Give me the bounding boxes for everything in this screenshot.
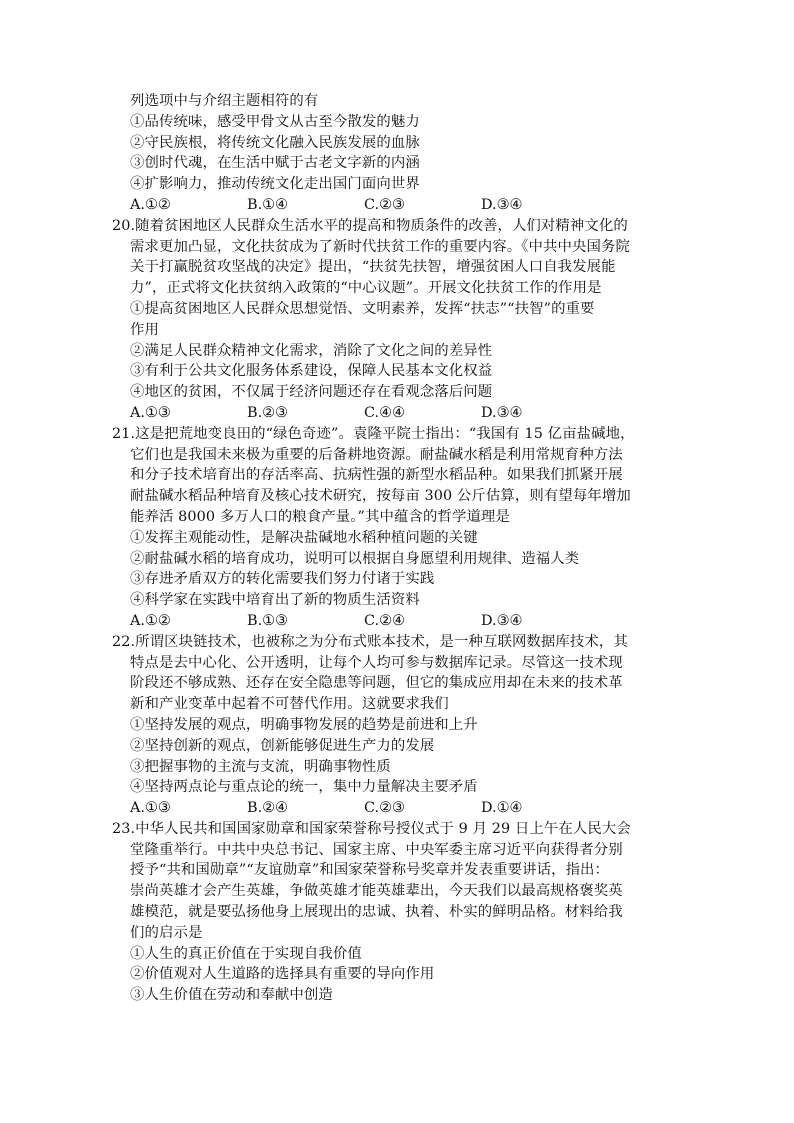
stem-line: 23.中华人民共和国国家勋章和国家荣誉称号授仪式于 9 月 29 日上午在人民大会	[112, 820, 631, 837]
choice-c: C.②④	[364, 612, 405, 629]
choice-c: C.④④	[364, 404, 405, 421]
statement-option: ④科学家在实践中培育出了新的物质生活资料	[130, 592, 420, 609]
choice-a: A.①②	[130, 612, 171, 629]
question-22	[112, 632, 682, 819]
statement-option: ②满足人民群众精神文化需求，消除了文化之间的差异性	[130, 342, 493, 359]
statement-option: 作用	[130, 321, 159, 338]
stem-line: 新和产业变革中起着不可替代作用。这就要求我们	[130, 696, 449, 713]
answer-choices	[112, 403, 682, 424]
stem-line: 能养活 8000 多万人口的粮食产量。”其中蕴含的哲学道理是	[130, 508, 510, 525]
stem-line: 列选项中与介绍主题相符的有	[130, 93, 319, 109]
choice-c: C.②③	[364, 196, 405, 213]
stem-line: 和分子技术培育出的存活率高、抗病性强的新型水稻品种。如果我们抓紧开展	[130, 467, 623, 484]
stem-line: 们的启示是	[130, 924, 203, 941]
answer-choices	[112, 611, 682, 632]
question-19-continuation	[112, 91, 682, 216]
stem-line: 雄模范，就是要弘扬他身上展现出的忠诚、执着、朴实的鲜明品格。材料给我	[130, 904, 623, 921]
question-21	[112, 424, 682, 632]
stem-line: 授予“共和国勋章”“友谊勋章”和国家荣誉称号奖章并发表重要讲话，指出：	[130, 862, 610, 879]
stem-line: 21.这是把荒地变良田的“绿色奇迹”。袁隆平院士指出：“我国有 15 亿亩盐碱地，	[112, 425, 635, 442]
question-stem	[112, 632, 682, 715]
stem-line: 它们也是我国未来极为重要的后备耕地资源。耐盐碱水稻是利用常规育种方法	[130, 446, 623, 463]
statement-option: ④地区的贫困，不仅属于经济问题还存在看观念落后问题	[130, 384, 493, 401]
choice-a: A.①③	[130, 404, 171, 421]
statement-option: ①提高贫困地区人民群众思想觉悟、文明素养，发挥“扶志”“扶智”的重要	[130, 300, 595, 317]
choice-d: D.③④	[481, 196, 523, 213]
stem-line: 崇尚英雄才会产生英雄，争做英雄才能英雄辈出，今天我们以最高规格褒奖英	[130, 883, 623, 900]
question-stem	[112, 91, 682, 112]
question-stem	[112, 819, 682, 944]
stem-line: 20.随着贫困地区人民群众生活水平的提高和物质条件的改善，人们对精神文化的	[112, 217, 628, 234]
question-23	[112, 819, 682, 1006]
question-stem	[112, 424, 682, 528]
statement-option: ①发挥主观能动性，是解决盐碱地水稻种植问题的关键	[130, 529, 478, 546]
question-stem	[112, 216, 682, 299]
statement-option: ③人生价值在劳动和奉献中创造	[130, 987, 333, 1004]
choice-a: A.①②	[130, 196, 171, 213]
statement-option: ②价值观对人生道路的选择具有重要的导向作用	[130, 966, 435, 983]
statement-option: ②坚持创新的观点，创新能够促进生产力的发展	[130, 737, 435, 754]
choice-b: B.②④	[247, 800, 288, 817]
question-20	[112, 216, 682, 424]
choice-b: B.①③	[247, 612, 288, 629]
answer-choices	[112, 798, 682, 819]
choice-d: D.③④	[481, 612, 523, 629]
statement-option: ①品传统味，感受甲骨文从古至今散发的魅力	[130, 113, 420, 130]
stem-line: 阶段还不够成熟、还存在安全隐患等问题，但它的集成应用却在未来的技术革	[130, 675, 623, 692]
statement-option: ④坚持两点论与重点论的统一，集中力量解决主要矛盾	[130, 779, 478, 796]
choice-d: D.③④	[481, 404, 523, 421]
statement-option: ③有利于公共文化服务体系建设，保障人民基本文化权益	[130, 363, 493, 380]
statement-option: ③创时代魂，在生活中赋于古老文字新的内涵	[130, 155, 420, 172]
choice-d: D.①④	[481, 800, 523, 817]
statement-option: ①坚持发展的观点，明确事物发展的趋势是前进和上升	[130, 716, 478, 733]
choice-b: B.②③	[247, 404, 288, 421]
statement-option: ③把握事物的主流与支流，明确事物性质	[130, 758, 391, 775]
stem-line: 22.所谓区块链技术，也被称之为分布式账本技术，是一种互联网数据库技术，其	[112, 633, 628, 650]
choice-c: C.②③	[364, 800, 405, 817]
question-list	[112, 91, 682, 1006]
stem-line: 堂隆重举行。中共中央总书记、国家主席、中央军委主席习近平向获得者分别	[130, 841, 623, 858]
stem-line: 需求更加凸显，文化扶贫成为了新时代扶贫工作的重要内容。《中共中央国务院	[130, 238, 630, 255]
statement-option: ③存进矛盾双方的转化需要我们努力付诸于实践	[130, 571, 435, 588]
choice-b: B.①④	[247, 196, 288, 213]
stem-line: 特点是去中心化、公开透明，让每个人均可参与数据库记录。尽管这一技术现	[130, 654, 623, 671]
stem-line: 力”，正式将文化扶贫纳入政策的“中心议题”。开展文化扶贫工作的作用是	[130, 280, 602, 297]
statement-option: ④扩影响力，推动传统文化走出国门面向世界	[130, 176, 420, 193]
stem-line: 关于打赢脱贫攻坚战的决定》提出，“扶贫先扶智，增强贫困人口自我发展能	[130, 259, 616, 276]
statement-option: ①人生的真正价值在于实现自我价值	[130, 945, 362, 962]
statement-option: ②耐盐碱水稻的培育成功，说明可以根据自身愿望利用规律、造福人类	[130, 550, 580, 567]
stem-line: 耐盐碱水稻品种培育及核心技术研究，按每亩 300 公斤估算，则有望每年增加	[130, 488, 631, 505]
answer-choices	[112, 195, 682, 216]
choice-a: A.①③	[130, 800, 171, 817]
statement-option: ②守民族根，将传统文化融入民族发展的血脉	[130, 134, 420, 151]
